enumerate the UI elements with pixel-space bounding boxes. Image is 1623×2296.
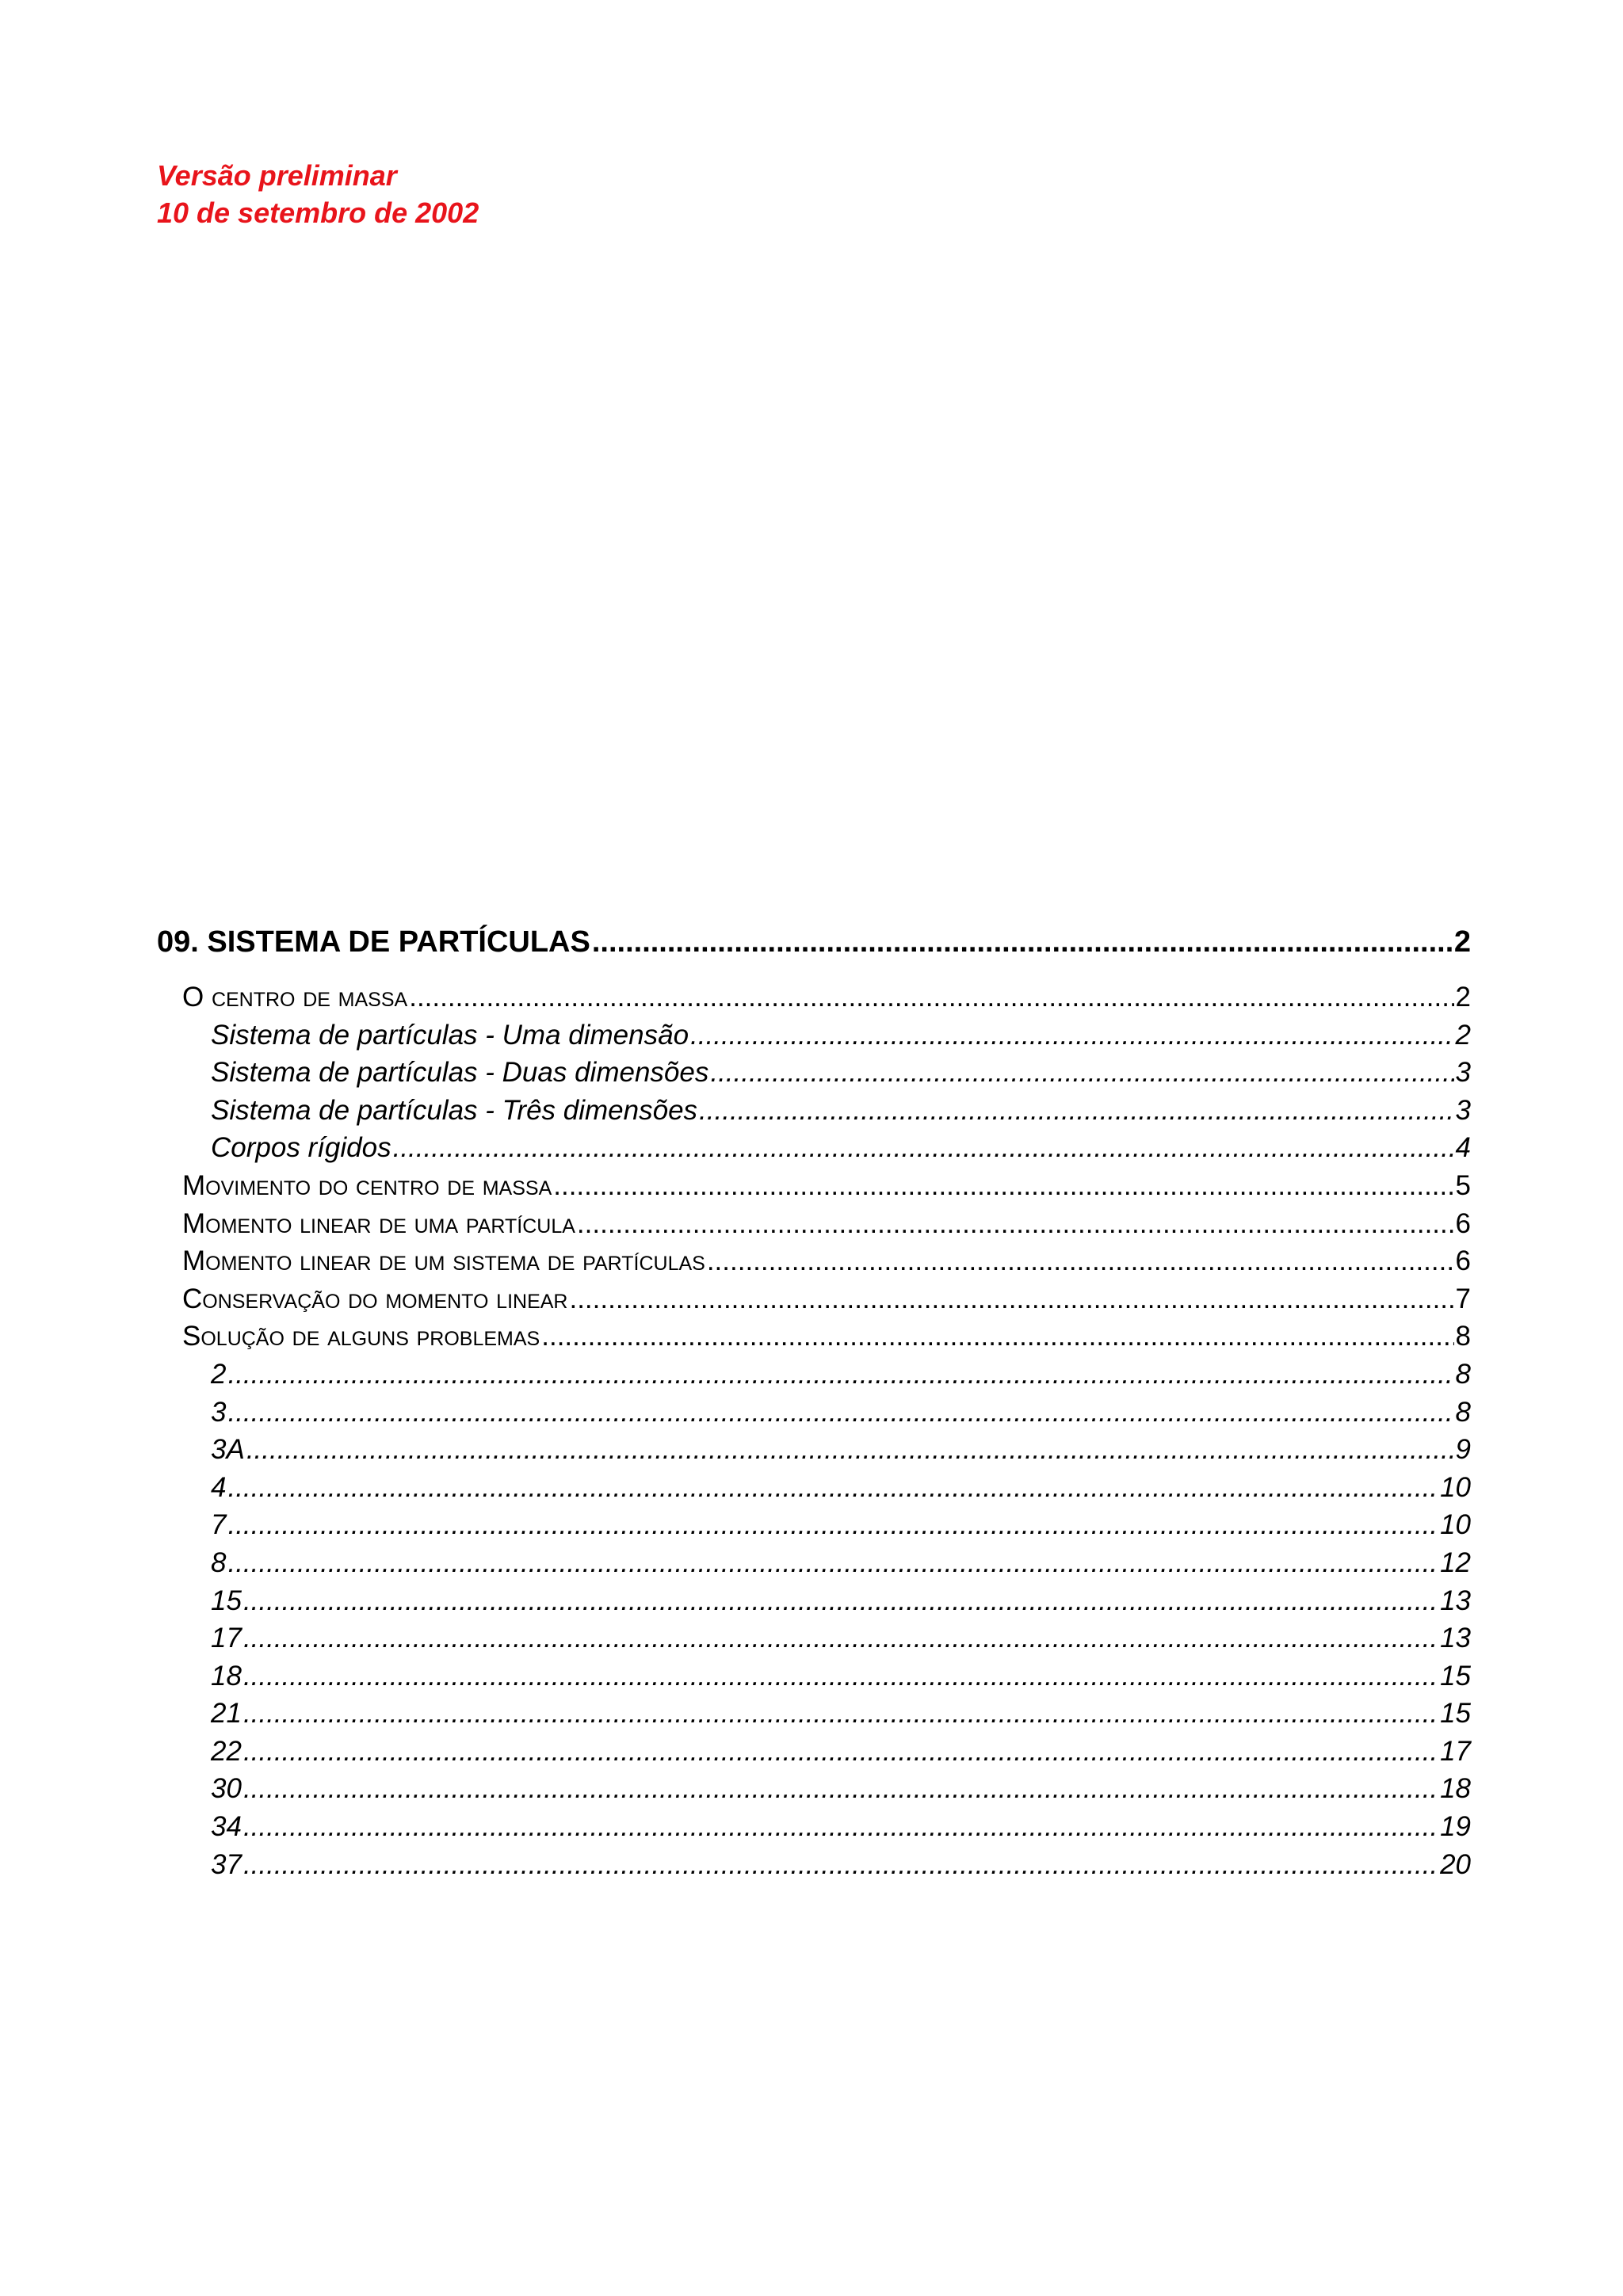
version-label: Versão preliminar xyxy=(157,159,397,192)
toc-entry-page: 2 xyxy=(1455,982,1471,1013)
toc-leader-dots xyxy=(227,1356,1453,1394)
toc-entry[interactable] xyxy=(157,1054,1471,1092)
toc-leader-dots xyxy=(243,1582,1438,1620)
toc-entry[interactable] xyxy=(157,1129,1471,1167)
toc-leader-dots xyxy=(227,1394,1453,1432)
toc-entry-title: 4 xyxy=(211,1471,227,1503)
toc-entry-title: 3A xyxy=(211,1434,245,1466)
toc-leader-dots xyxy=(243,1733,1438,1771)
toc-leader-dots xyxy=(553,1167,1453,1205)
toc-leader-dots xyxy=(243,1846,1438,1884)
toc-leader-dots xyxy=(246,1431,1454,1469)
toc-entry[interactable] xyxy=(157,1280,1471,1318)
toc-entry-title: Corpos rígidos xyxy=(211,1132,391,1164)
toc-entry-title: 8 xyxy=(211,1547,227,1578)
toc-entry-title: O centro de massa xyxy=(182,982,408,1013)
toc-entry[interactable] xyxy=(157,1167,1471,1205)
toc-entry[interactable] xyxy=(157,1318,1471,1356)
toc-entry-title: Movimento do centro de massa xyxy=(182,1169,552,1201)
toc-leader-dots xyxy=(227,1506,1438,1544)
toc-leader-dots xyxy=(243,1619,1438,1657)
toc-entry-title: 30 xyxy=(211,1773,242,1805)
toc-entry[interactable] xyxy=(157,1016,1471,1055)
toc-entry[interactable] xyxy=(157,1770,1471,1808)
toc-entry-page: 15 xyxy=(1440,1698,1471,1730)
toc-entry-list xyxy=(157,978,1471,1883)
toc-entry-title: 15 xyxy=(211,1585,242,1616)
toc-entry-page: 7 xyxy=(1455,1283,1471,1314)
toc-entry[interactable] xyxy=(157,1394,1471,1432)
toc-leader-dots xyxy=(699,1092,1453,1130)
toc-entry-title: 2 xyxy=(211,1358,227,1390)
toc-entry[interactable] xyxy=(157,1582,1471,1620)
toc-entry[interactable] xyxy=(157,1544,1471,1582)
toc-entry-page: 6 xyxy=(1455,1207,1471,1239)
toc-entry-title: 22 xyxy=(211,1735,242,1767)
toc-entry-page: 20 xyxy=(1440,1848,1471,1880)
toc-entry-page: 5 xyxy=(1455,1169,1471,1201)
toc-leader-dots xyxy=(393,1129,1454,1167)
toc-entry-page: 3 xyxy=(1455,1094,1471,1126)
toc-leader-dots xyxy=(577,1205,1454,1243)
table-of-contents xyxy=(157,923,1471,1883)
toc-entry-title: Sistema de partículas - Duas dimensões xyxy=(211,1057,709,1089)
toc-entry-title: 34 xyxy=(211,1811,242,1843)
toc-entry[interactable] xyxy=(157,1205,1471,1243)
toc-entry-page: 15 xyxy=(1440,1660,1471,1691)
toc-leader-dots xyxy=(592,923,1453,961)
toc-entry-page: 13 xyxy=(1440,1585,1471,1616)
toc-entry[interactable] xyxy=(157,1657,1471,1695)
toc-entry-page: 12 xyxy=(1440,1547,1471,1578)
toc-entry-page: 17 xyxy=(1440,1735,1471,1767)
toc-entry[interactable] xyxy=(157,1619,1471,1657)
toc-entry-title: 18 xyxy=(211,1660,242,1691)
toc-entry-title: 7 xyxy=(211,1509,227,1541)
toc-leader-dots xyxy=(707,1242,1454,1280)
toc-chapter-title: 09. SISTEMA DE PARTÍCULAS xyxy=(157,925,590,959)
toc-leader-dots xyxy=(690,1016,1453,1055)
toc-entry-page: 3 xyxy=(1455,1057,1471,1089)
toc-entry-page: 19 xyxy=(1440,1811,1471,1843)
toc-entry[interactable] xyxy=(157,1733,1471,1771)
toc-leader-dots xyxy=(227,1544,1438,1582)
toc-entry-page: 13 xyxy=(1440,1623,1471,1654)
toc-entry-title: Sistema de partículas - Três dimensões xyxy=(211,1094,698,1126)
version-header xyxy=(157,157,479,231)
toc-leader-dots xyxy=(227,1469,1438,1507)
toc-entry-page: 6 xyxy=(1455,1245,1471,1277)
toc-entry-page: 10 xyxy=(1440,1509,1471,1541)
toc-entry[interactable] xyxy=(157,978,1471,1016)
toc-entry-page: 8 xyxy=(1455,1396,1471,1428)
toc-entry[interactable] xyxy=(157,1808,1471,1846)
toc-leader-dots xyxy=(243,1770,1438,1808)
toc-leader-dots xyxy=(569,1280,1453,1318)
toc-entry-title: Conservação do momento linear xyxy=(182,1283,568,1314)
version-date: 10 de setembro de 2002 xyxy=(157,196,479,229)
toc-entry-title: 37 xyxy=(211,1848,242,1880)
toc-entry[interactable] xyxy=(157,1695,1471,1733)
toc-entry-title: 21 xyxy=(211,1698,242,1730)
toc-entry[interactable] xyxy=(157,1469,1471,1507)
toc-entry-page: 4 xyxy=(1455,1132,1471,1164)
toc-entry[interactable] xyxy=(157,1506,1471,1544)
toc-entry-page: 10 xyxy=(1440,1471,1471,1503)
toc-entry[interactable] xyxy=(157,1092,1471,1130)
toc-entry[interactable] xyxy=(157,1356,1471,1394)
toc-entry-title: Solução de alguns problemas xyxy=(182,1321,540,1352)
toc-chapter-page: 2 xyxy=(1453,925,1471,959)
toc-leader-dots xyxy=(243,1695,1438,1733)
toc-entry-page: 18 xyxy=(1440,1773,1471,1805)
toc-entry-page: 8 xyxy=(1455,1321,1471,1352)
toc-entry[interactable] xyxy=(157,1431,1471,1469)
toc-leader-dots xyxy=(243,1657,1438,1695)
toc-leader-dots xyxy=(243,1808,1438,1846)
toc-entry[interactable] xyxy=(157,1846,1471,1884)
toc-entry-title: 3 xyxy=(211,1396,227,1428)
toc-entry-page: 2 xyxy=(1455,1019,1471,1051)
toc-entry-title: Momento linear de um sistema de partículas xyxy=(182,1245,705,1277)
toc-leader-dots xyxy=(710,1054,1453,1092)
toc-leader-dots xyxy=(409,978,1453,1016)
toc-entry-page: 8 xyxy=(1455,1358,1471,1390)
toc-entry[interactable] xyxy=(157,1242,1471,1280)
toc-leader-dots xyxy=(541,1318,1453,1356)
toc-chapter-entry[interactable] xyxy=(157,923,1471,961)
toc-entry-title: 17 xyxy=(211,1623,242,1654)
toc-entry-title: Sistema de partículas - Uma dimensão xyxy=(211,1019,689,1051)
toc-entry-title: Momento linear de uma partícula xyxy=(182,1207,575,1239)
toc-entry-page: 9 xyxy=(1455,1434,1471,1466)
